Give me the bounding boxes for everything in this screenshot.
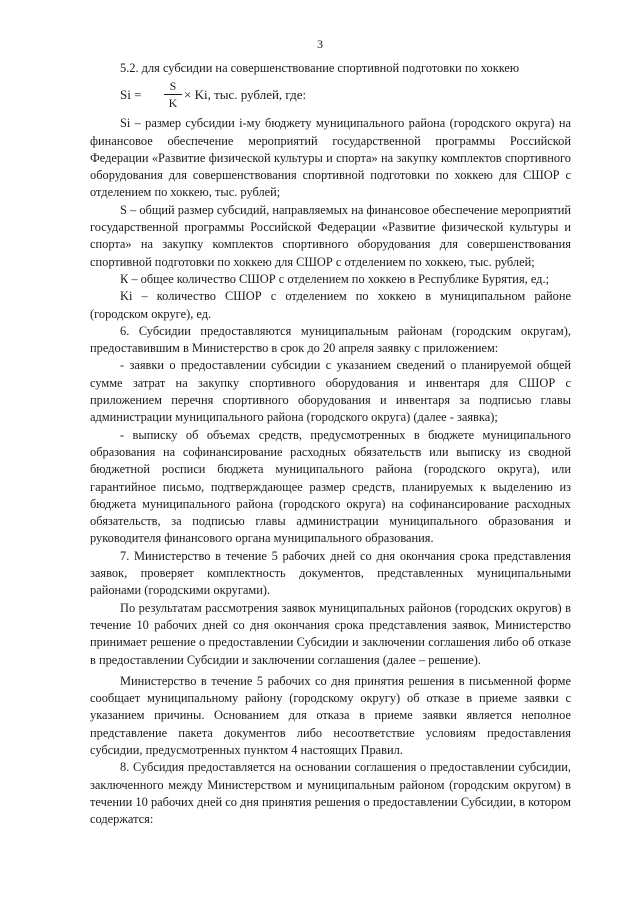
formula-fraction (164, 79, 182, 110)
paragraph-k-definition: К – общее количество СШОР с отделением по хоккею в Республике Бурятия, ед.; (120, 271, 550, 286)
fraction-bar (164, 94, 182, 95)
paragraph-item-8: 8. Субсидия предоставляется на основании соглашения о предоставлении субсидии, заключенного между Министерством и муниципальным районом (городским округом) в течении 10 рабочих дней со дня принятия решения о предоставлении Субсидии, в котором содержатся: (90, 760, 571, 827)
paragraph-item-7: 7. Министерство в течение 5 рабочих дней со дня окончания срока представления заявок, проверяет комплектность документов, представленных муниципальными районами (городскими округами). (90, 548, 571, 598)
paragraph-refusal-notice: Министерство в течение 5 рабочих со дня принятия решения в письменной форме сообщает муниципальному району (городскому округу) об отказе в приеме заявки с указанием причины. Основанием для отказа в приеме заявки является неполное представление пакета документов либо несоответствие условиям предоставления субсидии, предусмотренных пунктом 4 настоящих Правил. (90, 673, 571, 757)
formula-numerator: S (169, 79, 177, 94)
paragraph-review-results: По результатам рассмотрения заявок муниципальных районов (городских округов) в течение 10 рабочих дней со дня окончания срока представления заявок, Министерство принимает решение о предоставлении Субсидии и заключении соглашения либо об отказе в предоставлении Субсидии и заключении соглашения (далее – решение). (90, 600, 571, 667)
section-heading: 5.2. для субсидии на совершенствование спортивной подготовки по хоккею (120, 61, 520, 75)
formula-denominator: K (168, 96, 178, 111)
paragraph-application-request: - заявки о предоставлении субсидии с указанием сведений о планируемой общей сумме затрат на закупку спортивного оборудования и инвентаря для СШОР с приложением перечня спортивного оборудования и инвентаря за подписью главы администрации муниципального района (городского округа) (далее - заявка); (90, 358, 571, 425)
formula-rhs: × Ki, тыс. рублей, где: (184, 87, 307, 103)
paragraph-budget-extract: - выписку об объемах средств, предусмотренных в бюджете муниципального образования на софинансирование расходных обязательств или выписку из сводной бюджетной росписи бюджета муниципального района (городского округа), или гарантийное письмо, подтверждающее размер средств, планируемых к выделению из бюджета муниципального района (городского округа) на софинансирование расходных обязательств, за подписью главы администрации муниципального образования и руководителя финансового органа муниципального образования. (90, 427, 571, 546)
subsidy-formula (120, 77, 571, 115)
document-body (90, 60, 571, 828)
paragraph-ki-definition: Ki – количество СШОР с отделением по хоккею в муниципальном районе (городском округе), ед. (90, 289, 571, 321)
paragraph-s-definition: S – общий размер субсидий, направляемых на финансовое обеспечение мероприятий государственной программы Российской Федерации «Развитие физической культуры и спорта» на закупку комплектов спортивного оборудования для совершенствования спортивной подготовки по хоккею для СШОР с отделением по хоккею, тыс. рублей; (90, 202, 571, 269)
paragraph-si-definition: Si – размер субсидии i-му бюджету муниципального района (городского округа) на финансовое обеспечение мероприятий государственной программы Российской Федерации «Развитие физической культуры и спорта» на закупку комплектов спортивного оборудования для совершенствования спортивной подготовки по хоккею для СШОР с отделением по хоккею, тыс. рублей; (90, 116, 571, 200)
page-number: 3 (317, 37, 323, 51)
paragraph-item-6: 6. Субсидии предоставляются муниципальным районам (городским округам), предоставившим в Министерство в срок до 20 апреля заявку с приложением: (90, 323, 571, 356)
formula-lhs: Si = (120, 87, 142, 103)
